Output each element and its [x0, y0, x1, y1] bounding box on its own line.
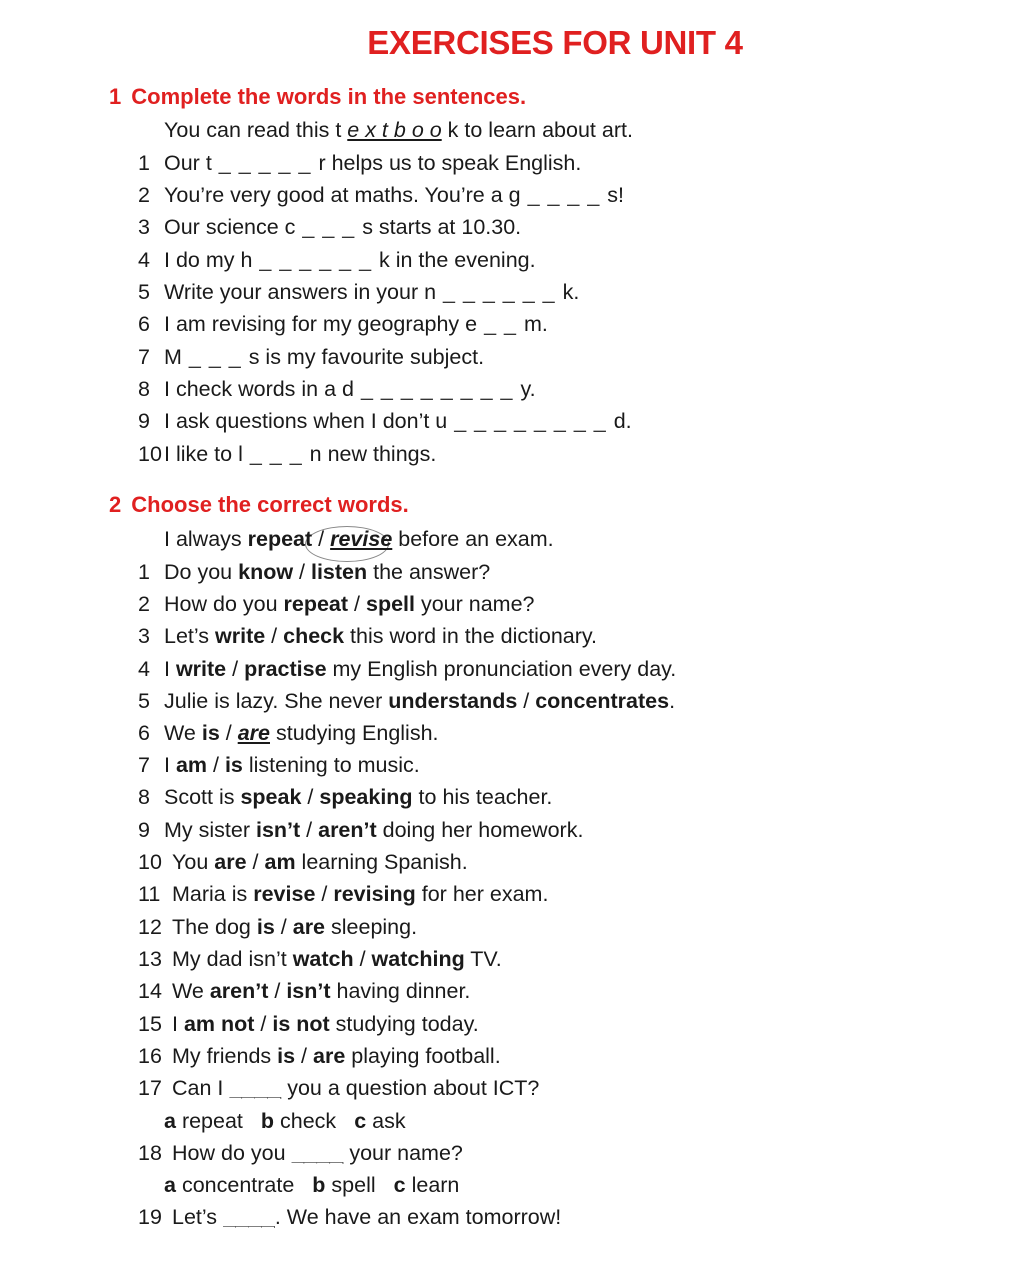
- item-text-end: m.: [523, 312, 548, 336]
- item-text: You: [172, 850, 215, 874]
- blank: ____: [291, 1141, 344, 1165]
- blank: ____: [223, 1205, 275, 1229]
- option-a: repeat: [283, 592, 349, 616]
- option-a: write: [215, 624, 266, 648]
- item-number: 2: [138, 592, 150, 616]
- item-text-end: studying today.: [329, 1012, 479, 1036]
- option-key: b: [260, 1109, 275, 1133]
- item-number: 11: [138, 882, 161, 906]
- item-number: 15: [138, 1012, 162, 1036]
- item-text: We: [172, 979, 210, 1003]
- item-text: I: [164, 657, 176, 681]
- item-text-end: sleeping.: [325, 915, 418, 939]
- option-b: concentrates: [535, 689, 670, 713]
- s1-item: [138, 153, 581, 175]
- option-a: understands: [388, 689, 518, 713]
- item-number: 3: [138, 215, 150, 239]
- item-number: 5: [138, 689, 150, 713]
- item-text-end: having dinner.: [330, 979, 471, 1003]
- item-text: The dog: [172, 915, 257, 939]
- option-a: am not: [183, 1012, 255, 1036]
- section2-heading: [109, 492, 409, 518]
- item-text-end: learning Spanish.: [295, 850, 468, 874]
- option-a: aren’t: [209, 979, 269, 1003]
- item-text: My dad isn’t: [172, 947, 293, 971]
- example-text: I always: [164, 527, 248, 551]
- item-text: My friends: [172, 1044, 278, 1068]
- item-text-end: s starts at 10.30.: [362, 215, 522, 239]
- option-b: listen: [310, 560, 368, 584]
- option-key: a: [164, 1173, 176, 1197]
- item-number: 2: [138, 183, 150, 207]
- item-number: 4: [138, 657, 150, 681]
- s1-item: [138, 185, 624, 207]
- separator: /: [274, 915, 293, 939]
- s2-item: [138, 787, 552, 809]
- item-text-end: .: [669, 689, 676, 713]
- blank: _ _ _ _ _ _ _ _: [354, 377, 521, 401]
- item-text: Our t: [164, 151, 212, 175]
- s2-item: [138, 691, 675, 713]
- item-text: My sister: [164, 818, 256, 842]
- option-b: am: [264, 850, 296, 874]
- separator: /: [301, 785, 320, 809]
- item-text: Julie is lazy. She never: [164, 689, 389, 713]
- s2-item: [138, 981, 470, 1003]
- item-text-end: your name?: [343, 1141, 463, 1165]
- item-text: I check words in a d: [164, 377, 355, 401]
- item-text: I do my h: [164, 248, 253, 272]
- option-b: check: [283, 624, 345, 648]
- option-b: practise: [244, 657, 327, 681]
- mc-options: [164, 1111, 406, 1133]
- option-b: spell: [365, 592, 415, 616]
- s2-item: [138, 723, 439, 745]
- page-title: EXERCISES FOR UNIT 4: [367, 24, 743, 61]
- option-a: watch: [292, 947, 354, 971]
- option-b: is: [224, 753, 243, 777]
- item-number: 13: [138, 947, 162, 971]
- s2-item: [138, 562, 490, 584]
- section1-title: Complete the words in the sentences.: [131, 84, 527, 109]
- item-text-end: playing football.: [345, 1044, 501, 1068]
- option-a: is: [256, 915, 275, 939]
- item-text: Do you: [164, 560, 239, 584]
- item-text-end: for her exam.: [415, 882, 549, 906]
- option-b: isn’t: [286, 979, 331, 1003]
- separator: /: [219, 721, 238, 745]
- item-text: Let’s: [172, 1205, 223, 1229]
- blank: _ _ _ _ _ _: [436, 280, 563, 304]
- s1-item: [138, 314, 548, 336]
- separator: /: [315, 882, 334, 906]
- item-text: I: [172, 1012, 184, 1036]
- option-b: are: [313, 1044, 346, 1068]
- option-a: is: [201, 721, 220, 745]
- item-text: You’re very good at maths. You’re a g: [164, 183, 521, 207]
- separator: /: [293, 560, 311, 584]
- blank: _ _ _ _ _: [211, 151, 319, 175]
- example-text: You can read this t: [164, 118, 348, 142]
- item-number: 8: [138, 785, 150, 809]
- option-b: is not: [272, 1012, 330, 1036]
- s1-item: [138, 282, 579, 304]
- item-text: We: [164, 721, 202, 745]
- separator: /: [295, 1044, 313, 1068]
- example-answer: are: [237, 721, 270, 745]
- option-b: revising: [333, 882, 416, 906]
- separator: /: [254, 1012, 273, 1036]
- s1-item: [138, 250, 536, 272]
- option-b: are: [292, 915, 326, 939]
- item-number: 7: [138, 345, 150, 369]
- item-text-end: TV.: [464, 947, 502, 971]
- item-number: 10: [138, 850, 162, 874]
- s2-item: [138, 917, 417, 939]
- item-text: Let’s: [164, 624, 215, 648]
- item-text-end: to his teacher.: [412, 785, 553, 809]
- item-number: 17: [138, 1076, 162, 1100]
- item-number: 16: [138, 1044, 162, 1068]
- blank: _ _ _ _: [520, 183, 608, 207]
- item-number: 10: [138, 442, 162, 466]
- s2-item: [138, 659, 676, 681]
- item-text-end: n new things.: [309, 442, 437, 466]
- example-answer: e x t b o o: [347, 118, 442, 142]
- separator: /: [268, 979, 287, 1003]
- s2-item: [138, 755, 420, 777]
- section1-example: [164, 120, 633, 142]
- item-text-end: doing her homework.: [376, 818, 584, 842]
- item-text-end: s is my favourite subject.: [248, 345, 485, 369]
- s2-item: [138, 1014, 479, 1036]
- separator: /: [265, 624, 284, 648]
- separator: /: [207, 753, 225, 777]
- item-number: 4: [138, 248, 150, 272]
- option-a: revise: [253, 882, 316, 906]
- item-text-end: r helps us to speak English.: [318, 151, 582, 175]
- s1-item: [138, 411, 632, 433]
- section1-number: 1: [109, 84, 122, 109]
- section2-example: [164, 529, 554, 551]
- section2-number: 2: [109, 492, 122, 517]
- option-b: speaking: [319, 785, 413, 809]
- item-text: Can I: [172, 1076, 230, 1100]
- separator: /: [226, 657, 245, 681]
- item-number: 5: [138, 280, 150, 304]
- item-text-end: s!: [607, 183, 625, 207]
- item-text-end: listening to music.: [242, 753, 420, 777]
- blank: _ _: [477, 312, 524, 336]
- blank: _ _ _: [242, 442, 310, 466]
- option-key: c: [393, 1173, 406, 1197]
- item-text-end: this word in the dictionary.: [344, 624, 598, 648]
- item-number: 7: [138, 753, 150, 777]
- item-text-end: you a question about ICT?: [281, 1076, 540, 1100]
- item-text-end: the answer?: [367, 560, 491, 584]
- s2-item: [138, 626, 597, 648]
- item-number: 9: [138, 409, 150, 433]
- s2-item: [138, 820, 583, 842]
- blank: _ _ _: [295, 215, 363, 239]
- separator: /: [246, 850, 265, 874]
- option-value: spell: [325, 1173, 376, 1197]
- blank: ____: [229, 1076, 282, 1100]
- item-text-end: k.: [562, 280, 580, 304]
- example-answer: revise: [330, 527, 393, 551]
- option-key: b: [312, 1173, 326, 1197]
- option-b: watching: [371, 947, 465, 971]
- item-text-end: d.: [613, 409, 632, 433]
- s2-item: [138, 594, 535, 616]
- separator: /: [300, 818, 319, 842]
- blank: _ _ _ _ _ _ _ _: [447, 409, 614, 433]
- s2-item: [138, 949, 502, 971]
- mc-item: [138, 1143, 463, 1165]
- item-text: I: [164, 753, 176, 777]
- s1-item: [138, 217, 521, 239]
- option-value: concentrate: [175, 1173, 295, 1197]
- section1-heading: [109, 84, 526, 110]
- mc-options: [164, 1175, 459, 1197]
- option-b: aren’t: [318, 818, 377, 842]
- example-text-end: k to learn about art.: [441, 118, 633, 142]
- item-number: 6: [138, 312, 150, 336]
- item-text-end: . We have an exam tomorrow!: [274, 1205, 562, 1229]
- option-a: am: [175, 753, 208, 777]
- option-a: know: [238, 560, 294, 584]
- item-number: 1: [138, 560, 150, 584]
- item-number: 14: [138, 979, 162, 1003]
- option-value: ask: [366, 1109, 406, 1133]
- item-text: I ask questions when I don’t u: [164, 409, 448, 433]
- item-text: Scott is: [164, 785, 241, 809]
- separator: /: [312, 527, 331, 551]
- option-a: are: [214, 850, 247, 874]
- s2-item: [138, 884, 548, 906]
- s1-item: [138, 347, 484, 369]
- option-a: write: [175, 657, 227, 681]
- mc-item: [138, 1207, 561, 1229]
- separator: /: [348, 592, 366, 616]
- blank: _ _ _: [181, 345, 249, 369]
- option-a: is: [277, 1044, 296, 1068]
- item-text: Maria is: [172, 882, 254, 906]
- item-text: How do you: [164, 592, 284, 616]
- option-value: learn: [405, 1173, 460, 1197]
- s2-item: [138, 1046, 501, 1068]
- item-number: 8: [138, 377, 150, 401]
- example-text-end: before an exam.: [392, 527, 554, 551]
- item-number: 12: [138, 915, 162, 939]
- item-text-end: your name?: [414, 592, 535, 616]
- item-number: 1: [138, 151, 150, 175]
- item-text-end: my English pronunciation every day.: [326, 657, 677, 681]
- option-value: repeat: [175, 1109, 243, 1133]
- option-value: check: [274, 1109, 337, 1133]
- item-text: M: [164, 345, 182, 369]
- option-key: a: [164, 1109, 176, 1133]
- item-text: Our science c: [164, 215, 296, 239]
- s2-item: [138, 852, 468, 874]
- option-a: repeat: [247, 527, 313, 551]
- section2-title: Choose the correct words.: [131, 492, 409, 517]
- item-number: 18: [138, 1141, 162, 1165]
- option-a: speak: [240, 785, 302, 809]
- mc-item: [138, 1078, 539, 1100]
- separator: /: [517, 689, 536, 713]
- s1-item: [138, 379, 536, 401]
- item-number: 6: [138, 721, 150, 745]
- item-text-end: k in the evening.: [379, 248, 536, 272]
- item-number: 19: [138, 1205, 162, 1229]
- item-text: How do you: [172, 1141, 292, 1165]
- option-key: c: [354, 1109, 367, 1133]
- item-text: I am revising for my geography e: [164, 312, 478, 336]
- separator: /: [353, 947, 372, 971]
- blank: _ _ _ _ _ _: [252, 248, 379, 272]
- item-text: Write your answers in your n: [164, 280, 437, 304]
- option-a: isn’t: [255, 818, 301, 842]
- item-number: 9: [138, 818, 150, 842]
- item-text: I like to l: [164, 442, 243, 466]
- s1-item: [138, 444, 436, 466]
- item-number: 3: [138, 624, 150, 648]
- item-text-end: studying English.: [270, 721, 439, 745]
- item-text-end: y.: [520, 377, 536, 401]
